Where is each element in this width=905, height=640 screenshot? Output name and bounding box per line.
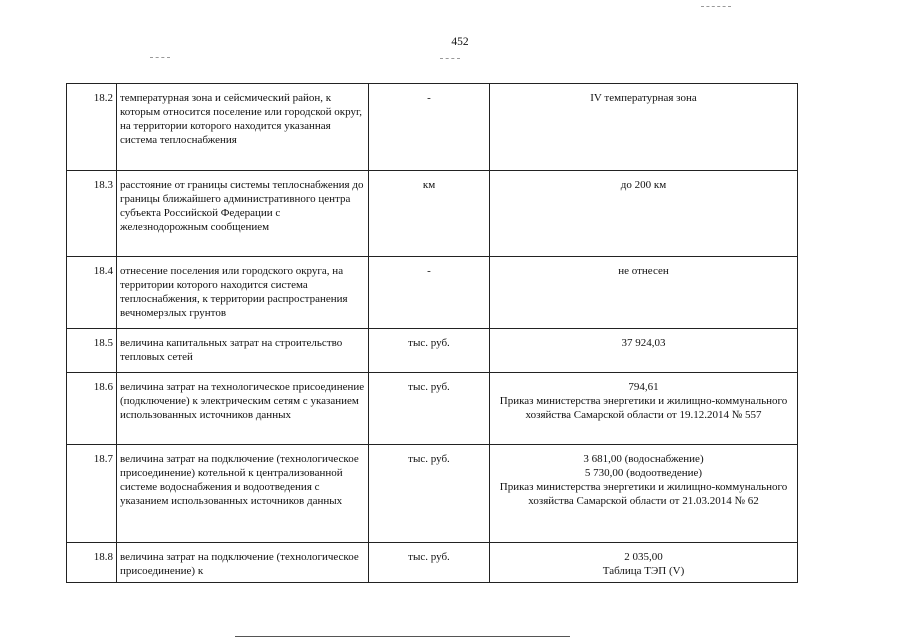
value-line: Приказ министерства энергетики и жилищно-коммунального хозяйства Самарской области от 21.03.2014 № 62 — [499, 481, 788, 507]
unit: тыс. руб. — [369, 373, 490, 445]
unit: тыс. руб. — [369, 543, 490, 583]
unit: км — [369, 171, 490, 257]
parameter-name: отнесение поселения или городского округа, на территории которого находится система теплоснабжения, к территории распространения вечномерзлых грунтов — [117, 257, 369, 329]
parameter-name: величина капитальных затрат на строительство тепловых сетей — [117, 329, 369, 373]
table-row — [67, 543, 798, 583]
unit: - — [369, 84, 490, 171]
parameter-name: температурная зона и сейсмический район, к которым относится поселение или городской округ, на территории которого находится указанная система теплоснабжения — [117, 84, 369, 171]
scan-artifact — [440, 58, 460, 59]
value-line: 3 681,00 (водоснабжение) — [583, 453, 704, 465]
table-row — [67, 84, 798, 171]
row-number: 18.8 — [67, 543, 117, 583]
value-line: 5 730,00 (водоотведение) — [584, 467, 703, 479]
row-number: 18.6 — [67, 373, 117, 445]
value — [490, 329, 798, 373]
unit: тыс. руб. — [369, 329, 490, 373]
parameter-name: расстояние от границы системы теплоснабжения до границы ближайшего административного центра субъекта Российской Федерации с железнодорожным сообщением — [117, 171, 369, 257]
parameter-name: величина затрат на подключение (технологическое присоединение) к — [117, 543, 369, 583]
unit: тыс. руб. — [369, 445, 490, 543]
row-number: 18.3 — [67, 171, 117, 257]
value — [490, 445, 798, 543]
row-number: 18.4 — [67, 257, 117, 329]
table-body — [67, 84, 798, 583]
scan-artifact — [701, 6, 731, 7]
value — [490, 373, 798, 445]
row-number: 18.5 — [67, 329, 117, 373]
value-line: 2 035,00 — [624, 551, 663, 563]
value — [490, 171, 798, 257]
footer-rule — [235, 636, 570, 637]
parameter-name: величина затрат на подключение (технологическое присоединение) котельной к централизованной системе водоснабжения и водоотведения с указанием использованных источников данных — [117, 445, 369, 543]
value — [490, 84, 798, 171]
value — [490, 257, 798, 329]
table-row — [67, 445, 798, 543]
value-line: Приказ министерства энергетики и жилищно-коммунального хозяйства Самарской области от 19.12.2014 № 557 — [499, 395, 788, 421]
table-row — [67, 171, 798, 257]
row-number: 18.7 — [67, 445, 117, 543]
value-line: 37 924,03 — [621, 337, 666, 349]
value-line: IV температурная зона — [590, 92, 697, 104]
parameters-table — [66, 83, 798, 583]
table-row — [67, 373, 798, 445]
value-line: Таблица ТЭП (V) — [602, 565, 685, 577]
value-line: не отнесен — [618, 265, 669, 277]
scan-artifact — [150, 57, 170, 58]
table-row — [67, 257, 798, 329]
page-number: 452 — [451, 36, 469, 48]
parameter-name: величина затрат на технологическое присоединение (подключение) к электрическим сетям с указанием использованных источников данных — [117, 373, 369, 445]
unit: - — [369, 257, 490, 329]
value-line: 794,61 — [628, 381, 659, 393]
row-number: 18.2 — [67, 84, 117, 171]
value — [490, 543, 798, 583]
table-row — [67, 329, 798, 373]
value-line: до 200 км — [620, 179, 667, 191]
